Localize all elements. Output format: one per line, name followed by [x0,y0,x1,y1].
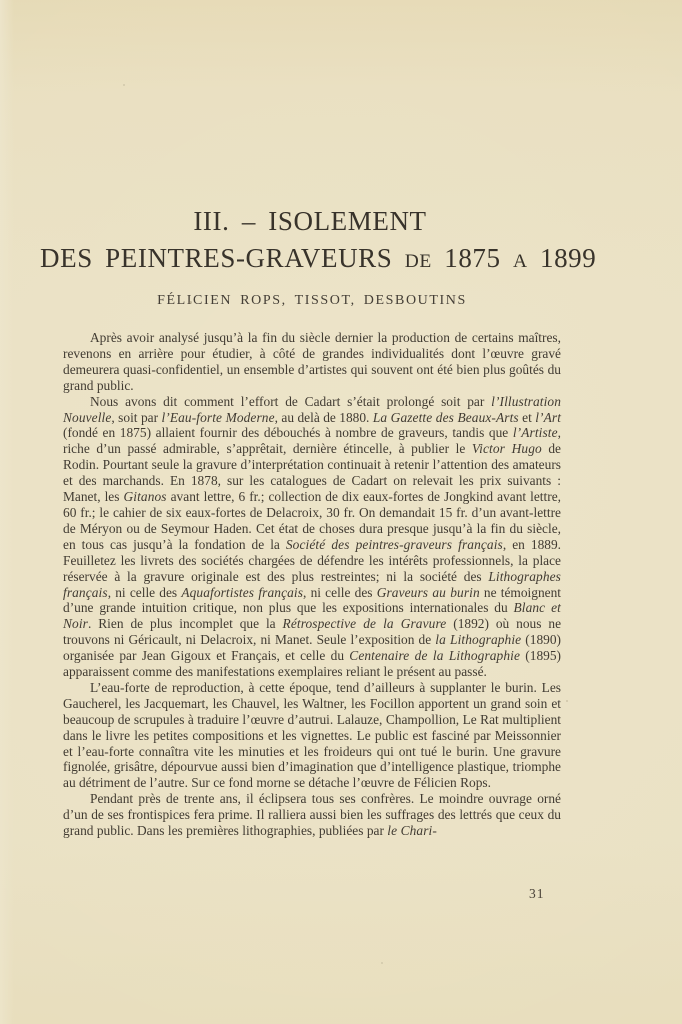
paragraph [63,791,561,839]
text-segment: , au delà de 1880. [274,409,373,425]
text-segment: avant lettre, 6 fr.; collection de dix eaux-fortes de Jongkind avant lettre, 60 fr.; le cahier de six eaux-fortes de Delacroix, 30 fr. On demandait 15 fr. d’un avant-lettre de Méryon ou de Seymour Haden. Cet état de choses dura presque jusqu’à la fin du siècle, en tous cas jusqu’à la fondation de la [63,489,561,552]
italic-text-segment: La Gazette des Beaux-Arts [372,409,519,425]
italic-text-segment: le Chari- [387,823,437,839]
text-segment: ne témoignent d’une grande intuition critique, non plus que les expositions internationales du [63,584,562,616]
paper-speck [123,84,125,86]
text-segment: et [518,409,536,425]
italic-text-segment: l’Artiste [512,425,558,441]
paragraph [63,680,561,791]
italic-text-segment: Société des peintres-graveurs français [285,536,503,552]
chapter-heading [40,203,597,280]
text-segment: , ni celle des [107,584,182,600]
text-segment: , soit par [111,409,162,425]
text-segment: L’eau-forte de reproduction, à cette époque, tend d’ailleurs à supplanter le burin. Les Gaucherel, les Jacquemart, les Chauvel, les Waltner, les Focillon apportent un grand soin et beaucoup de scrupules à traduire l’œuvre d’autrui. Lalauze, Champollion, Le Rat multiplient dans le livre les petites compositions et les vignettes. Le public est fasciné par Meissonnier et l’eau-forte connaîtra vite les minuties et les froideurs qui ont tué le burin. Une gravure fignolée, grisâtre, dépourvue aussi bien d’imagination que d’intelligence plastique, triomphe au détriment de l’autre. Sur ce fond morne se détache l’œuvre de Félicien Rops. [63,679,561,791]
italic-text-segment: la Lithographie [435,632,522,648]
paragraph [63,394,561,680]
text-segment: Nous avons dit comment l’effort de Cadart s’était prolongé soit par [90,393,492,409]
text-segment: DE [404,251,432,272]
text-segment: 1899 [527,243,597,273]
paragraph [63,330,561,394]
text-segment: DES PEINTRES-GRAVEURS [40,243,405,273]
italic-text-segment: Victor Hugo [471,441,542,457]
paper-speck [381,962,383,964]
chapter-heading-line2 [40,240,597,280]
text-segment: Après avoir analysé jusqu’à la fin du siècle dernier la production de certains maîtres, revenons en arrière pour étudier, à côté de grandes individualités dont l’œuvre gravé demeurera quasi-confidentiel, un ensemble d’artistes qui souvent ont été bien plus goûtés du grand public. [63,330,561,393]
italic-text-segment: l’Illustration Nouvelle [63,393,561,425]
text-segment: (1890) organisée par Jean Gigoux et Français, et celle du [63,632,561,664]
text-segment: 1875 [431,243,513,273]
text-segment: (1892) où nous ne trouvons ni Géricault, ni Delacroix, ni Manet. Seule l’exposition de [63,616,562,648]
italic-text-segment: Aquafortistes français [181,584,304,600]
text-segment: , en 1889. Feuilletez les livrets des sociétés chargées de défendre les intérêts professionnels, la place réservée à la gravure originale est des plus restreintes; ni la société des [63,536,562,584]
text-segment: (fondé en 1875) allaient fournir des débouchés à nombre de graveurs, tandis que [63,425,513,441]
text-segment: . Rien de plus incomplet que la [87,616,283,632]
text-segment: de Rodin. Pourtant seule la gravure d’interprétation continuait à retenir l’attention des amateurs et des marchands. En 1878, sur les catalogues de Cadart on relevait les prix suivants : Manet, les [63,441,561,505]
italic-text-segment: Centenaire de la Lithographie [349,648,521,664]
chapter-heading-line1: III. – ISOLEMENT [193,206,427,236]
text-segment: Pendant près de trente ans, il éclipsera tous ses confrères. Le moindre ouvrage orné d’un de ses frontispices fera prime. Il ralliera aussi bien les suffrages des lettrés que ceux du grand public. Dans les premières lithographies, publiées par [63,791,561,839]
text-segment: , riche d’un passé admirable, s’apprêtait, dernière étincelle, à publier le [63,425,561,457]
italic-text-segment: Blanc et Noir [63,600,561,632]
page-number: 31 [529,886,545,901]
italic-text-segment: Lithographes français [63,568,561,600]
italic-text-segment: Graveurs au burin [376,584,480,600]
italic-text-segment: l’Art [535,409,562,425]
chapter-subtitle: FÉLICIEN ROPS, TISSOT, DESBOUTINS [157,293,467,308]
body-text [63,330,561,839]
text-segment: (1895) apparaissent comme des manifestations exemplaires reliant le présent au passé. [63,648,561,680]
text-segment: A [512,251,528,272]
italic-text-segment: Rétrospective de la Gravure [282,616,447,632]
italic-text-segment: l’Eau-forte Moderne [161,409,275,425]
italic-text-segment: Gitanos [123,489,167,505]
paper-speck [189,301,192,304]
text-segment: , ni celle des [303,584,377,600]
paper-speck [566,700,568,702]
